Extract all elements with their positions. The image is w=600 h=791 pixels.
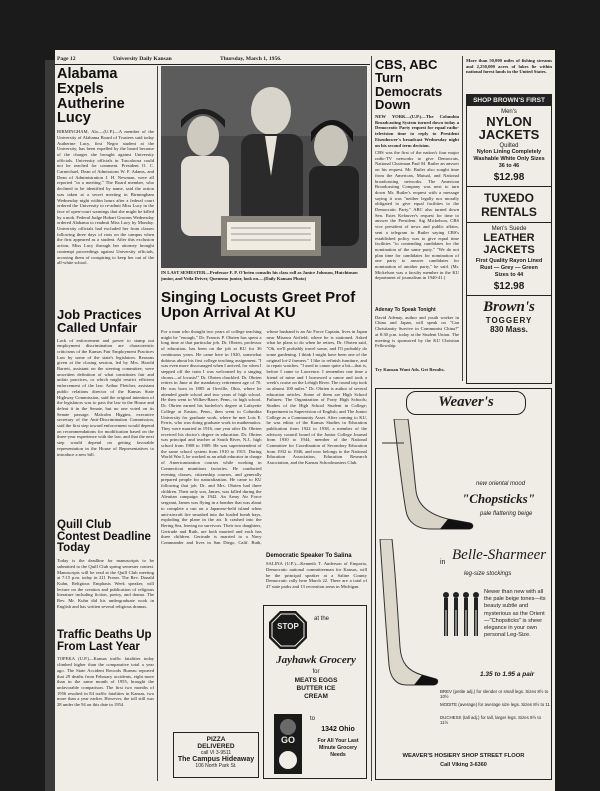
stocking-leg-illustration: [378, 419, 478, 531]
weavers-footer2: Call Viking 3-6360: [440, 762, 487, 768]
jayhawk-needs: For All Your Last Minute Grocery Needs: [317, 738, 359, 758]
browns-mens: Men's: [501, 109, 517, 115]
jayhawk-grocery-ad: [263, 605, 367, 779]
weavers-belle: Belle-Sharmeer: [452, 547, 547, 563]
jayhawk-for: for: [312, 669, 320, 675]
news-photo: [161, 66, 367, 268]
page-gutter-shadow: [45, 60, 55, 791]
photo-illustration: [161, 66, 367, 268]
traffic-headline: Traffic Deaths Up From Last Year: [57, 629, 152, 653]
go-label: GO: [280, 735, 295, 745]
newspaper-page: [55, 50, 555, 791]
browns-suede: Men's Suede: [491, 226, 527, 232]
browns-brand: Brown's: [483, 299, 535, 315]
jayhawk-name: Jayhawk Grocery: [276, 654, 356, 666]
browns-colors: Rust — Grey — Green Sizes to 44: [480, 265, 538, 278]
browns-price1: $12.98: [493, 172, 525, 183]
traffic-body: TOPEKA (U.P.)—Kansas traffic fatalities today climbed higher than the comparative total a year ago. The State Accident Records Bureau reported that 29 deaths from February accidents, eight more than in the same month of 1955, brought the unfavorable comparison. The first two months of 1956 resulted in 84 traffic fatalities in Kansas, two more than a year earlier. However, the toll still was 28 under the 94 on this date in 1954.: [57, 656, 154, 708]
pizza-line3: call VI 3-9511: [200, 750, 232, 756]
cbs-lead: NEW YORK—(U.P.)—The Columbia Broadcasting System turned down today a Democratic Party request for equal radio-television time to reply to President Eisenhower's broadcast Wednesday night on his second term decision.: [375, 114, 459, 148]
weavers-pale: pale flattering beige: [480, 511, 533, 517]
weavers-duchess: DUCHESS (tall adj.) for tall, larger legs. Sizes 9½ to 11½: [440, 715, 542, 726]
cbs-body: CBS was the first of the nation's four major radio-TV networks to give Democrats, National Chairman Paul M. Butler an answer on his request. Mr. Butler also sought time from the American, Mutual, and National broadcasting networks. The American Broadcasting Company was next to turn down Mr. Butler's request with a message saying it was "neither legally nor morally obligated to give equal facilities to the Democratic Party." ABC also turned down Sen. Estes Kefauver's request for time to answer the President. Sig Mickelson, CBS vice president of news and public affairs, sent a telegram to Butler saying CBS's established policy was to give equal time facilities "to contending candidates for the nomination of the same party." "We do not plan time for candidates for nomination of one party to answer candidates for nomination of another party," he said. (Mr. Mickelson was a faculty member in the KU department of journalism in 1940-41.): [375, 150, 459, 281]
browns-jackets2: JACKETS: [483, 244, 535, 256]
browns-address: 830 Mass.: [490, 325, 528, 334]
weavers-in: in: [440, 559, 446, 566]
cbs-article: [375, 58, 459, 330]
jayhawk-address: 1342 Ohio: [321, 726, 355, 733]
weavers-leg: leg-size stockings: [464, 571, 512, 577]
lucy-body: BIRMINGHAM, Ala.—(U.P.)—A member of the University of Alabama Board of Trustees said today Autherine Lucy, first Negro student at the University, has been expelled by the board because of the charges she brought against University officials. University officials in Tuscaloosa could not be reached for comment. President O. C. Carmichael, Dean of Admissions W. F. Adams, and Dean of Administration J. H. Newman, were all reported "in a meeting." The Board member, who declined to be identified by name, said the action was taken at a secret meeting in Birmingham Wednesday night within hours after a federal court ordered the University to re-admit Miss Lucy in the face of open-court warnings that she might be killed by a mob. Federal Judge Hobart Grooms Wednesday ordered Alabama to readmit Miss Lucy by Monday. University officials had excluded her from classes following three days of riots on the campus when the first appeared as a student. After this exclusion action, Miss Lucy through her attorney brought contempt proceedings against University officials, accusing them of conspiring to keep her out of the all-white school.: [57, 129, 154, 266]
speaker-headline: Democratic Speaker To Salina: [266, 553, 352, 559]
paper-name: University Daily Kansan: [113, 56, 172, 62]
cbs-headline: CBS, ABC Turn Democrats Down: [375, 57, 443, 112]
browns-toggery: TOGGERY: [485, 316, 533, 325]
locusts-headline: Singing Locusts Greet Prof Upon Arrival At KU: [161, 289, 356, 322]
pizza-line5: 106 North Park St.: [195, 763, 237, 769]
job-headline: Job Practices Called Unfair: [57, 307, 142, 336]
browns-leather: LEATHER: [483, 232, 535, 244]
column-rule: [462, 56, 463, 381]
weavers-brev: BREV (petite adj.) for slender or small legs. Sizes 8½ to 10½: [440, 689, 549, 700]
weavers-ad: [375, 388, 552, 780]
quill-headline: Quill Club Contest Deadline Today: [57, 519, 151, 555]
header-rule: [55, 64, 370, 65]
locusts-body: For a man who thought two years of college teaching might be "enough," Dr. Francis P. Obrien has spent a long time at that particular job. Dr. Obrien, professor of education, has been on the job at KU for 36 continuous years. He came here in 1920, somewhat dubious about his first college teaching assignment. "I was even more discouraged when I arrived, for when I stepped off the train I was welcomed by a singing chorus—of locusts!" Dr. Obrien chuckled. Dr. Obrien retires in June at the mandatory retirement age of 70. He was born in 1885 at Orrville, Ohio, where he attended grade school and two years of high school. He then went to Wilkes-Barre, Penn., to high school. Dr. Obrien earned his bachelor's degree at Lafayette College at Easton, Penn., then went to Columbia University for graduate work, where he met Lois E. Ferris, who was doing graduate work in mathematics. They were married in 1916, one year after Dr. Obrien received his doctor's degree in education. Dr. Obrien was principal and teacher at South River, N.J., high school from 1908 to 1909. He was superintendent of the same school system from 1910 to 1915. During World War I, he worked as an adult educator in charge of Americanization courses while working in Connecticut munitions factories. He conducted evening classes, citizenship courses, and generally prepared people for naturalization. He came to KU following that job. Dr. and Mrs. Obrien had three children. Their only son, James, was killed during the Aleutian campaign in 1942. An Army Air Force sergeant, James was flying in a bomber that was about to complete a run on a Japanese-held island when anti-aircraft fire smashed into the loaded bomb bays, exploding the plane in the air. It crashed into the Bering Sea, leaving no survivors. Their two daughters, Gertrude and Ruth, are both married and each has three children. Gertrude is married to a Navy Commander and lives in San Diego, Calif. Ruth, whose husband is an Air Force Captain, lives in Japan near Misawa Airfield, where he is stationed. Asked what he plans to do when he retires, Dr. Obrien said, "Oh, we'll probably travel some, and I'll probably do some gardening. I think I might have been one of the original lot-2 farmers." I like to refinish furniture, and to repair watches. "I used to canoe quite a bit—that is, before I came to Lawrence. I remember one time a friend of mine and I borrowed a canoe and took a week's cruise on the Lehigh River. The round trip took us almost 100 miles." Dr. Obrien is author of several education articles. Some of them are High School Failures; The Organization of Forty High Schools; Studies of the High School Student in College; Experiment in Supervision of English; and The Junior College as a Community Asset. After coming to KU, he was editor of the Kansas Studies in Education publication from 1922 to 1938, a member of the advisory council board of the Junior College Journal from 1930 to 1944, member of the National Committee for Coordination of Secondary Education from 1932 to 1946, and now belongs to the National Education Association, Education Research Association, and the Kansas Schoolmasters Club.: [161, 329, 367, 546]
adenay-headline: Adenay To Speak Tonight: [375, 307, 436, 313]
weavers-modite: MODITE (average) for average size legs. Sizes 8½ to 11: [440, 702, 550, 707]
stop-label: STOP: [277, 622, 299, 631]
pizza-line1: PIZZA: [206, 736, 226, 743]
adenay-article: [375, 308, 459, 372]
adenay-body: David Adenay, author and youth worker in China and Japan, will speak on "Can Christianity Survive in Communist China?" at 8:30 p.m. today at the Student Union. The meeting is sponsored by the KU Christian Fellowship.: [375, 314, 459, 349]
column-rule: [157, 66, 158, 781]
weavers-chopsticks: "Chopsticks": [462, 491, 535, 506]
pizza-ad: [173, 732, 259, 778]
photo-caption: IN LAST SEMESTER—Professor F. P. O'brien consults his class roll as Janice Johnson, Hutchinson junior, and Veila Driver, Quenemo junior, look on.—(Daily Kansan Photo): [161, 270, 358, 281]
quill-body: Today is the deadline for manuscripts to be submitted to the Quill Club spring semester contest. Manuscripts will be read at the Quill Club meeting at 7:15 p.m. today in 211 Fraser. The Rev. Donald Kuhn, Religious Emphasis Week speaker, will lecture on the creation and publication of religious literature including fiction, poetry, and drama. The Rev. Mr. Kuhn did his undergraduate work in English and has written several religious dramas.: [57, 558, 154, 609]
lucy-article: [57, 67, 154, 329]
speaker-body: SALINA (U.P.)—Kenneth T. Anderson of Emporia, Democratic national committeeman for Kansas, will be the principal speaker at a Saline County Democratic rally here March 22. There are a total of 47 state parks and 13 recreation areas in Michigan.: [266, 561, 367, 589]
stocking-leg-illustration-2: [378, 539, 440, 689]
quill-article: [57, 520, 154, 638]
browns-jackets: JACKETS: [478, 127, 540, 142]
weavers-price: 1.35 to 1.95 a pair: [480, 671, 535, 678]
job-body: Lack of enforcement and power to stamp out employment discrimination are characteristic criticisms of the Kansas Fair Employment Practices Law by some of the state's legislators. Reasons given at the closing session, led by Mrs. Harold Barrett, assistant on the steering committee, were unwritten definition of what constitutes fair and unfair practices, or which might restrict efficient enforcement of the law. Arthur Fletcher, assistant public relations director of the Kansas State Highway Commission, said the original intention of the legislators was to pass the law in the House and defeat it in the Senate, but no one voted on its Senate passage. Malcolm Higgins, executive secretary of the Anti-Discrimination Commission, said the first step toward enforcement would depend on recommendations for modification based on the three-year experience with the law, and that the next step would depend on getting favorable representation in the House of Representatives to introduce a new bill.: [57, 337, 154, 457]
browns-rentals: RENTALS: [481, 205, 537, 219]
browns-ad: [466, 94, 552, 384]
browns-quality: First Quality Rayon Lined: [475, 258, 543, 264]
pizza-line4: The Campus Hideaway: [177, 756, 255, 763]
issue-date: Thursday, March 1, 1956.: [220, 56, 282, 62]
weavers-new: new oriental mood: [476, 481, 526, 487]
pizza-line2: DELIVERED: [197, 743, 235, 750]
browns-top: SHOP BROWN'S FIRST: [467, 95, 551, 106]
weavers-footer1: WEAVER'S HOSIERY SHOP STREET FLOOR: [402, 753, 525, 759]
dancers-illustration: [440, 589, 484, 641]
lucy-headline: Alabama Expels Autherine Lucy: [57, 66, 125, 127]
fish-filler: More than 50,000 miles of fishing streams and 2,250,000 acres of lakes lie within national forest lands in the United States.: [466, 58, 552, 75]
want-ads-tag: Try Kansan Want Ads. Get Results.: [375, 366, 445, 372]
browns-nylon: NYLON: [486, 114, 532, 129]
traffic-article: [57, 630, 154, 768]
column-rule: [371, 56, 372, 781]
jayhawk-at: at the: [314, 616, 330, 622]
browns-price2: $12.98: [493, 281, 525, 292]
page-number: Page 12: [57, 56, 76, 62]
jayhawk-to: to: [310, 716, 316, 722]
browns-desc: Nylon Lining Completely Washable White Only Sizes 36 to 46: [473, 149, 545, 169]
jayhawk-items: MEATS EGGS BUTTER ICE CREAM: [294, 677, 338, 700]
weavers-copy: Newer than new with all the pale beige tones—its beauty subtle and mysterious as the Orient—"Chopsticks" is sheer elegance in your own personal Leg-Size.: [484, 589, 546, 639]
job-article: [57, 308, 154, 514]
browns-quilted: Quilted: [499, 143, 519, 149]
speaker-article: [266, 553, 367, 607]
browns-tuxedo: TUXEDO: [483, 191, 534, 205]
weavers-logo: Weaver's: [406, 391, 526, 415]
